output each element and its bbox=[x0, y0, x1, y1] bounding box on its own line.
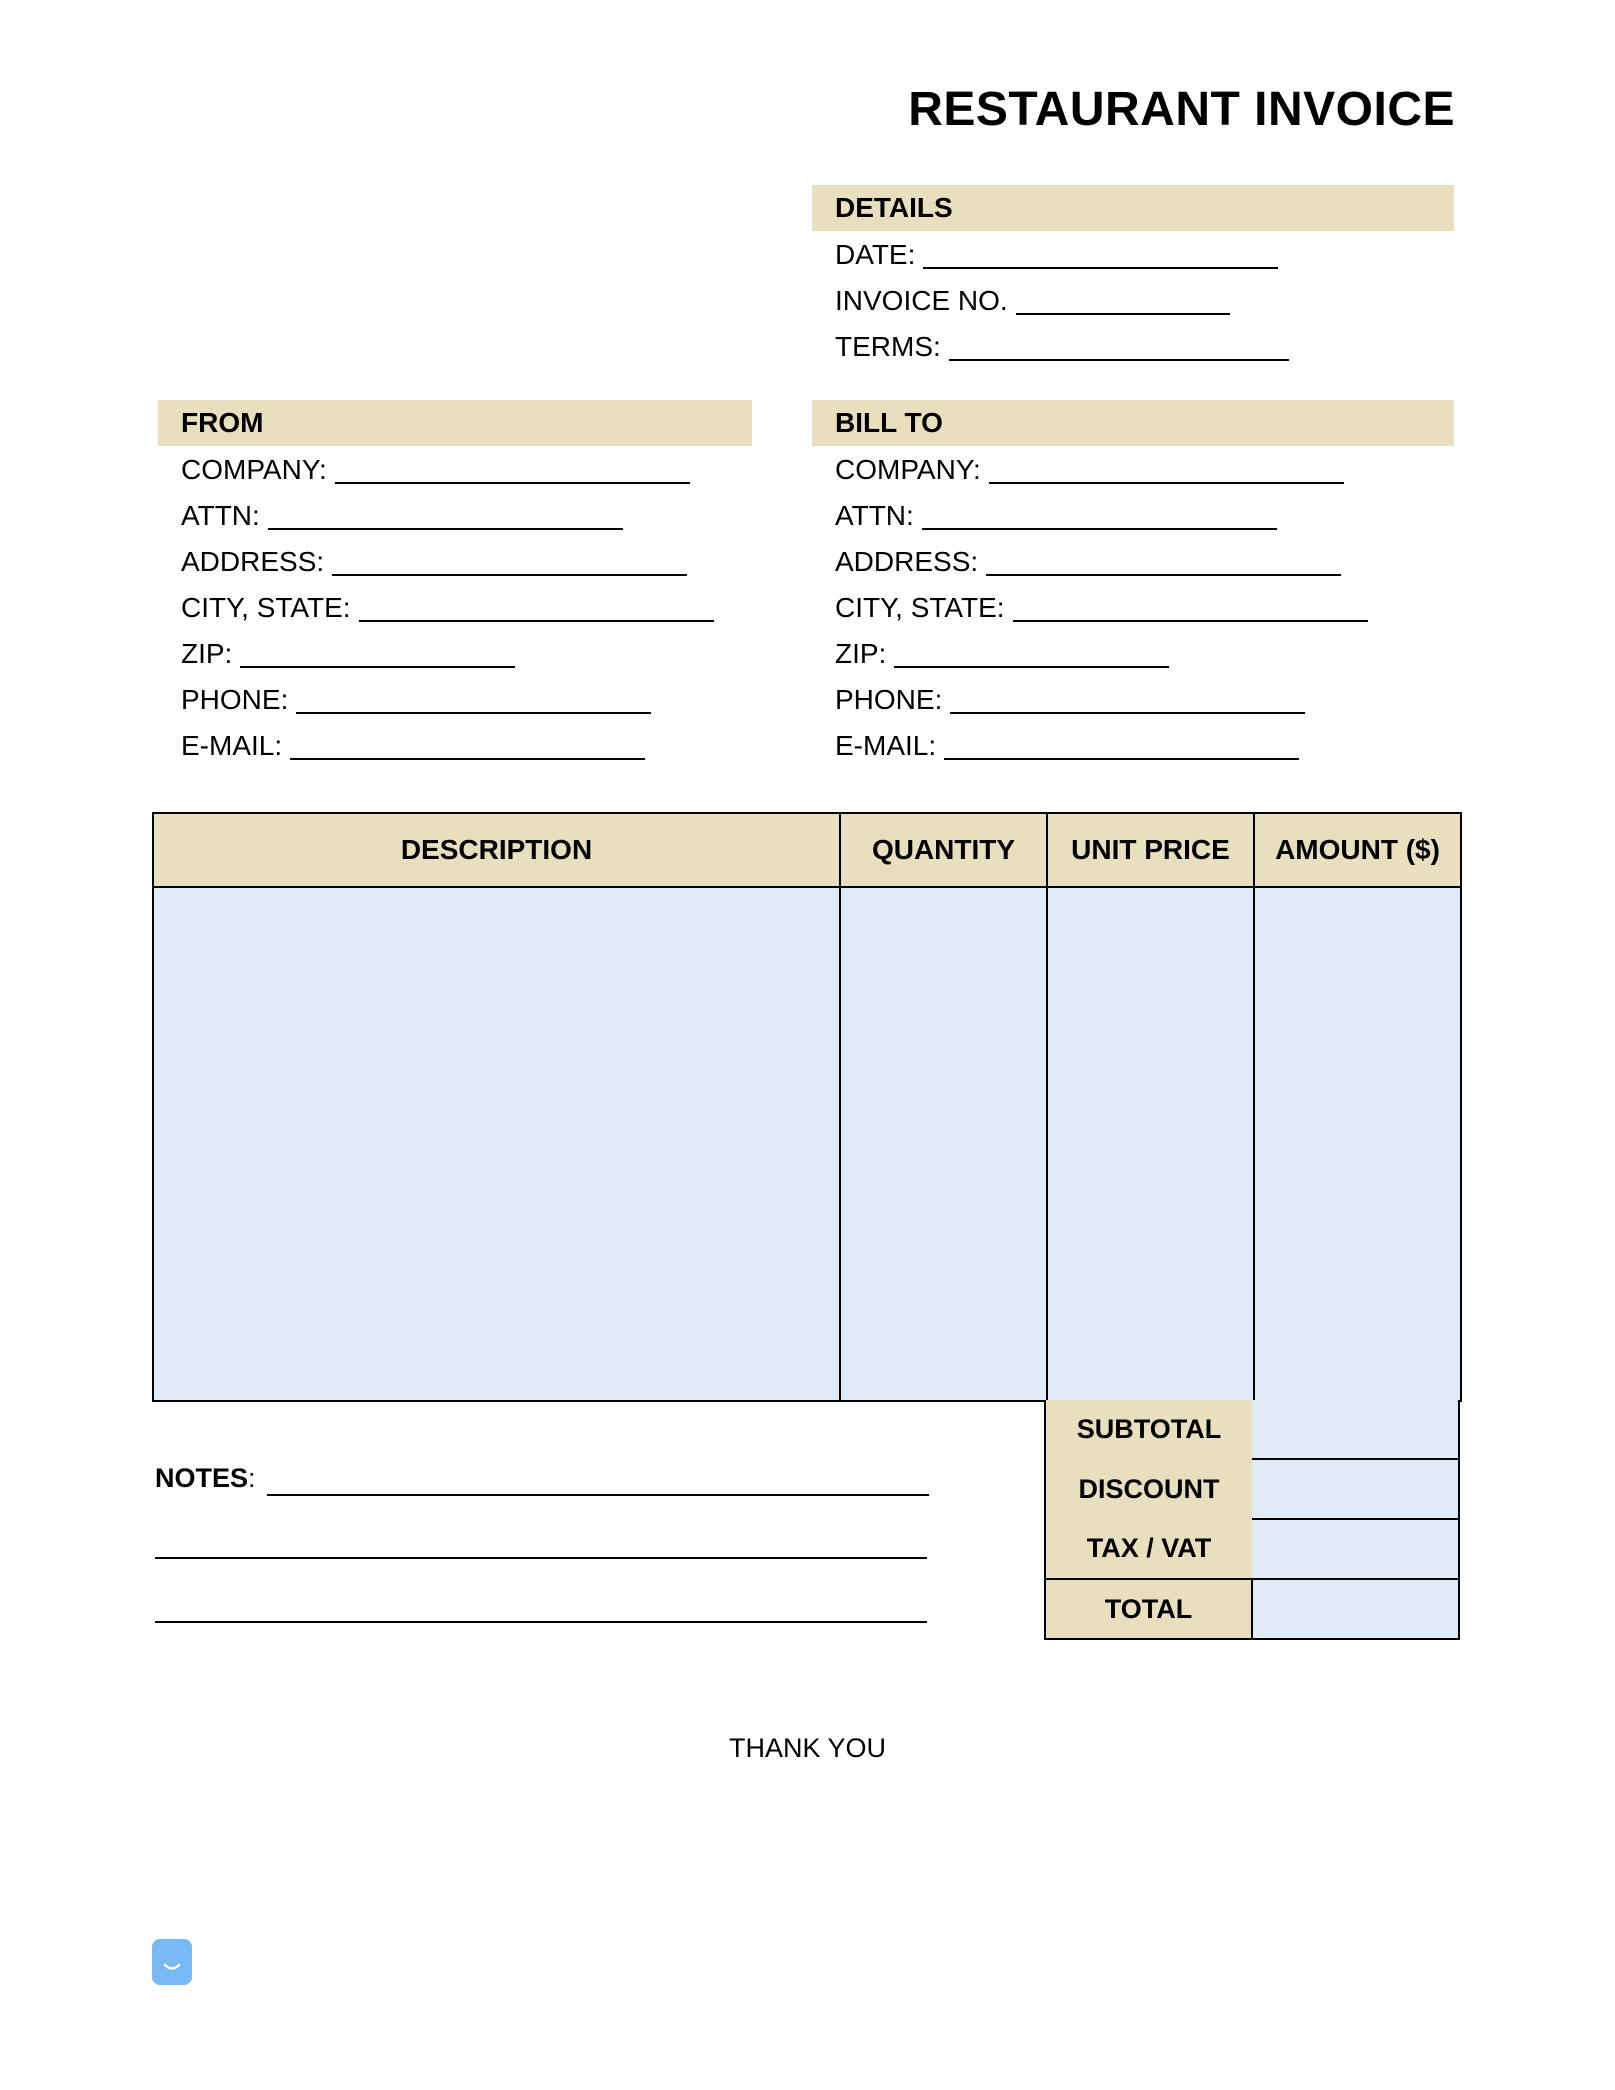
from-company-input-line[interactable] bbox=[335, 456, 690, 484]
discount-value-cell[interactable] bbox=[1252, 1459, 1459, 1519]
from-attn-field[interactable] bbox=[181, 493, 714, 539]
from-email-field[interactable] bbox=[181, 723, 714, 769]
from-zip-field[interactable] bbox=[181, 631, 714, 677]
items-header-row bbox=[153, 813, 1461, 887]
details-header: DETAILS bbox=[812, 185, 1454, 231]
bill-to-email-input-line[interactable] bbox=[944, 732, 1299, 760]
from-email-label: E-MAIL: bbox=[181, 730, 283, 761]
bill-to-company-field[interactable] bbox=[835, 447, 1368, 493]
from-header: FROM bbox=[158, 400, 752, 446]
bill-to-zip-label: ZIP: bbox=[835, 638, 887, 669]
details-fields bbox=[835, 232, 1289, 370]
bill-to-attn-input-line[interactable] bbox=[922, 502, 1277, 530]
notes-label-group bbox=[155, 1463, 256, 1494]
from-phone-input-line[interactable] bbox=[296, 686, 651, 714]
subtotal-value-cell[interactable] bbox=[1252, 1400, 1459, 1459]
items-table bbox=[152, 812, 1462, 1402]
total-value-cell[interactable] bbox=[1252, 1579, 1459, 1639]
bill-to-address-field[interactable] bbox=[835, 539, 1368, 585]
from-fields bbox=[181, 447, 714, 769]
bill-to-city-state-label: CITY, STATE: bbox=[835, 592, 1005, 623]
quantity-cell[interactable] bbox=[840, 887, 1047, 1401]
from-zip-input-line[interactable] bbox=[240, 640, 515, 668]
from-company-label: COMPANY: bbox=[181, 454, 327, 485]
from-address-field[interactable] bbox=[181, 539, 714, 585]
discount-row bbox=[1045, 1459, 1459, 1519]
column-header-description: DESCRIPTION bbox=[153, 813, 840, 887]
bill-to-company-label: COMPANY: bbox=[835, 454, 981, 485]
bill-to-attn-field[interactable] bbox=[835, 493, 1368, 539]
from-email-input-line[interactable] bbox=[290, 732, 645, 760]
date-label: DATE: bbox=[835, 239, 916, 270]
invoice-title: RESTAURANT INVOICE bbox=[908, 83, 1455, 136]
discount-label: DISCOUNT bbox=[1045, 1459, 1252, 1519]
tax-label: TAX / VAT bbox=[1045, 1519, 1252, 1579]
terms-field[interactable] bbox=[835, 324, 1289, 370]
terms-label: TERMS: bbox=[835, 331, 941, 362]
bill-to-city-state-field[interactable] bbox=[835, 585, 1368, 631]
bill-to-header: BILL TO bbox=[812, 400, 1454, 446]
date-input-line[interactable] bbox=[923, 241, 1278, 269]
from-address-label: ADDRESS: bbox=[181, 546, 325, 577]
bill-to-address-input-line[interactable] bbox=[986, 548, 1341, 576]
bill-to-phone-field[interactable] bbox=[835, 677, 1368, 723]
bill-to-address-label: ADDRESS: bbox=[835, 546, 979, 577]
from-company-field[interactable] bbox=[181, 447, 714, 493]
bill-to-company-input-line[interactable] bbox=[989, 456, 1344, 484]
subtotal-label: SUBTOTAL bbox=[1045, 1400, 1252, 1459]
bill-to-zip-field[interactable] bbox=[835, 631, 1368, 677]
column-header-unit-price: UNIT PRICE bbox=[1047, 813, 1254, 887]
from-attn-label: ATTN: bbox=[181, 500, 260, 531]
from-address-input-line[interactable] bbox=[332, 548, 687, 576]
totals-table bbox=[1044, 1400, 1460, 1640]
bill-to-attn-label: ATTN: bbox=[835, 500, 914, 531]
amount-cell[interactable] bbox=[1254, 887, 1461, 1401]
subtotal-row bbox=[1045, 1400, 1459, 1459]
notes-label: NOTES bbox=[155, 1463, 249, 1493]
terms-input-line[interactable] bbox=[949, 333, 1289, 361]
from-city-state-input-line[interactable] bbox=[359, 594, 714, 622]
total-label: TOTAL bbox=[1045, 1579, 1252, 1639]
column-header-quantity: QUANTITY bbox=[840, 813, 1047, 887]
thank-you-text: THANK YOU bbox=[728, 1733, 887, 1763]
from-zip-label: ZIP: bbox=[181, 638, 233, 669]
bill-to-fields bbox=[835, 447, 1368, 769]
from-city-state-field[interactable] bbox=[181, 585, 714, 631]
bill-to-phone-label: PHONE: bbox=[835, 684, 943, 715]
notes-colon: : bbox=[248, 1463, 256, 1493]
unit-price-cell[interactable] bbox=[1047, 887, 1254, 1401]
notes-line-1[interactable] bbox=[267, 1494, 929, 1496]
bill-to-email-field[interactable] bbox=[835, 723, 1368, 769]
items-body-row bbox=[153, 887, 1461, 1401]
from-phone-label: PHONE: bbox=[181, 684, 289, 715]
from-attn-input-line[interactable] bbox=[268, 502, 623, 530]
invoice-number-field[interactable] bbox=[835, 278, 1289, 324]
description-cell[interactable] bbox=[153, 887, 840, 1401]
invoice-number-input-line[interactable] bbox=[1016, 287, 1230, 315]
from-city-state-label: CITY, STATE: bbox=[181, 592, 351, 623]
tax-row bbox=[1045, 1519, 1459, 1579]
bill-to-email-label: E-MAIL: bbox=[835, 730, 937, 761]
notes-line-3[interactable] bbox=[155, 1621, 927, 1623]
invoice-number-label: INVOICE NO. bbox=[835, 285, 1008, 316]
brand-logo-icon bbox=[152, 1939, 192, 1985]
date-field[interactable] bbox=[835, 232, 1289, 278]
column-header-amount: AMOUNT ($) bbox=[1254, 813, 1461, 887]
from-phone-field[interactable] bbox=[181, 677, 714, 723]
smile-icon bbox=[152, 1939, 192, 1985]
total-row bbox=[1045, 1579, 1459, 1639]
notes-line-2[interactable] bbox=[155, 1557, 927, 1559]
bill-to-zip-input-line[interactable] bbox=[894, 640, 1169, 668]
bill-to-city-state-input-line[interactable] bbox=[1013, 594, 1368, 622]
tax-value-cell[interactable] bbox=[1252, 1519, 1459, 1579]
bill-to-phone-input-line[interactable] bbox=[950, 686, 1305, 714]
